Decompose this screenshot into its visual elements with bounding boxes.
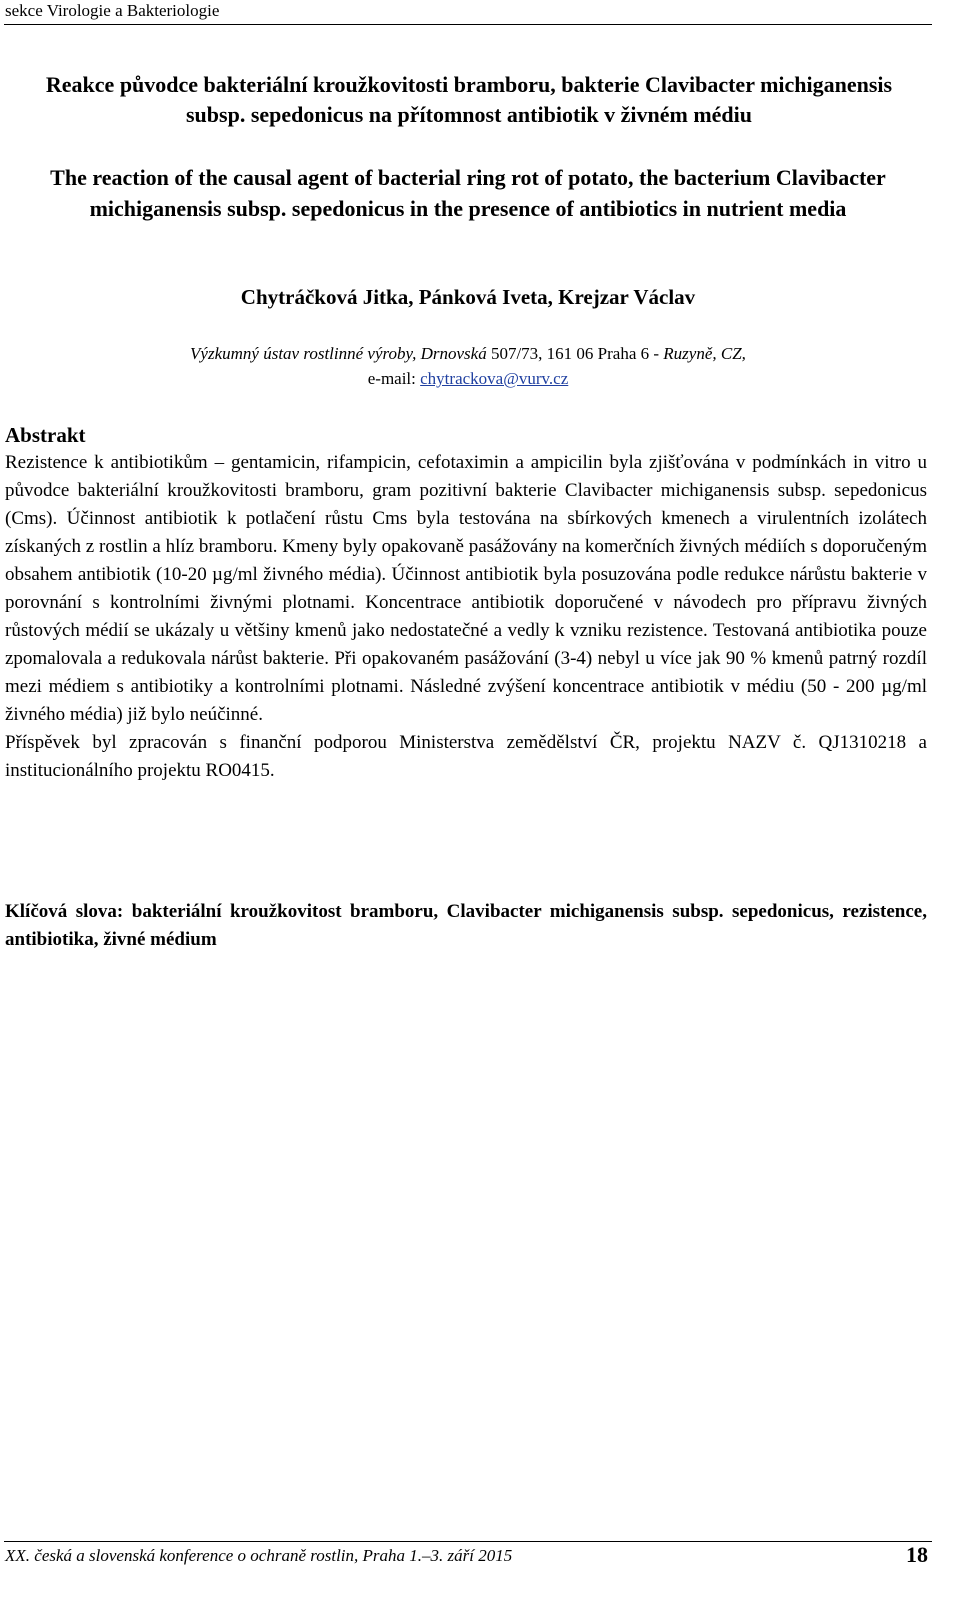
title-czech: Reakce původce bakteriální kroužkovitosti bramboru, bakterie Clavibacter michiganensis subsp. sepedonicus na přítomnost antibiotik v živném médiu [45, 72, 893, 127]
author-list: Chytráčková Jitka, Pánková Iveta, Krejzar Václav [240, 285, 696, 309]
page-number: 18 [906, 1542, 928, 1567]
acknowledgement-paragraph: Příspěvek byl zpracován s finanční podporou Ministerstva zemědělství ČR, projektu NAZV č. QJ1310218 a institucionálního projektu RO0415. [5, 732, 927, 781]
abstract-body [5, 449, 927, 785]
abstract-paragraph: Rezistence k antibiotikům – gentamicin, rifampicin, cefotaximin a ampicilin byla zjišťována v podmínkách in vitro u původce bakteriální kroužkovitosti bramboru, gram pozitivní bakterie Clavibacter michiganensis subsp. sepedonicus (Cms). Účinnost antibiotik k potlačení růstu Cms byla testována na sbírkových kmenech a virulentních izolátech získaných z rostlin a hlíz bramboru. Kmeny byly opakovaně pasážovány na komerčních živných médiích s doporučeným obsahem antibiotik (10-20 µg/ml živného média). Účinnost antibiotik byla posuzována podle redukce nárůstu bakterie v porovnání s kontrolními živnými plotnami. Koncentrace antibiotik doporučené v návodech pro přípravu živných růstových médií se ukázaly u většiny kmenů jako nedostatečné a vedly k vzniku rezistence. Testovaná antibiotika pouze zpomalovala a redukovala nárůst bakterie. Při opakovaném pasážování (3-4) nebyl u více jak 90 % kmenů patrný rozdíl mezi médiem s antibiotiky a kontrolními plotnami. Následné zvýšení koncentrace antibiotik v médiu (50 - 200 µg/ml živného média) již bylo neúčinné. [5, 452, 927, 725]
affiliation-address: 507/73, 161 06 Praha 6 - [490, 344, 660, 363]
header-divider [4, 24, 932, 25]
affiliation [4, 341, 932, 391]
keywords: Klíčová slova: bakteriální kroužkovitost bramboru, Clavibacter michiganensis subsp. sepedonicus, rezistence, antibiotika, živné médium [5, 901, 927, 950]
footer-conference: XX. česká a slovenská konference o ochraně rostlin, Praha 1.–3. září 2015 [5, 1546, 513, 1565]
affiliation-institute: Výzkumný ústav rostlinné výroby, Drnovská [190, 344, 487, 363]
running-header: sekce Virologie a Bakteriologie [5, 1, 220, 20]
abstract-heading: Abstrakt [5, 423, 86, 447]
email-link[interactable]: chytrackova@vurv.cz [420, 369, 569, 388]
affiliation-city: Ruzyně, CZ, [663, 344, 746, 363]
email-label: e-mail: [367, 369, 416, 388]
title-english: The reaction of the causal agent of bacterial ring rot of potato, the bacterium Clavibacter michiganensis subsp. sepedonicus in the presence of antibiotics in nutrient media [50, 165, 886, 221]
footer-divider [4, 1541, 932, 1542]
